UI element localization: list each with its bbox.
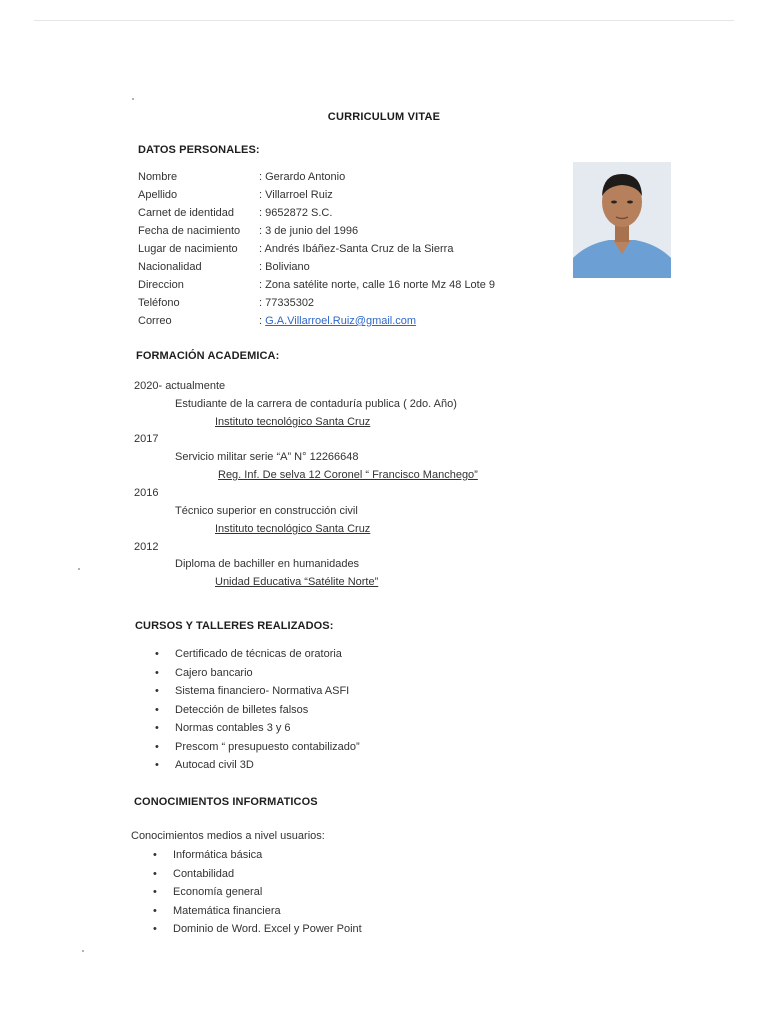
field-value: : Gerardo Antonio [259,171,346,183]
courses-heading: CURSOS Y TALLERES REALIZADOS: [135,620,334,632]
field-label: Fecha de nacimiento [138,225,241,237]
field-label: Teléfono [138,297,180,309]
education-institution: Reg. Inf. De selva 12 Coronel “ Francisco Manchego” [218,469,478,481]
field-label: Apellido [138,189,178,201]
education-year: 2012 [134,541,159,553]
bullet-icon: • [153,904,157,917]
value-prefix: : [259,315,266,327]
field-value: : 77335302 [259,297,315,309]
field-label: Correo [138,315,172,327]
field-label: Direccion [138,279,184,291]
bullet-icon: • [155,740,159,753]
computer-skills-intro: Conocimientos medios a nivel usuarios: [131,830,325,842]
education-year: 2017 [134,433,159,445]
field-label: Nombre [138,171,178,183]
education-description: Servicio militar serie “A” N° 12266648 [175,451,359,463]
field-label: Nacionalidad [138,261,202,273]
education-year: 2020- actualmente [134,380,226,392]
field-label: Lugar de nacimiento [138,243,238,255]
bullet-icon: • [155,648,159,660]
field-value [259,315,416,327]
field-label: Carnet de identidad [138,207,235,219]
profile-photo [573,162,671,278]
bullet-icon: • [155,759,159,771]
field-value: : 3 de junio del 1996 [259,225,359,237]
education-institution: Unidad Educativa “Satélite Norte” [215,576,379,588]
scan-speck [82,950,84,952]
bullet-icon: • [155,685,159,697]
education-institution: Instituto tecnológico Santa Cruz [215,523,371,535]
bullet-icon: • [153,867,157,880]
field-value: : Boliviano [259,261,310,273]
bullet-icon: • [153,923,157,935]
field-value: : Andrés Ibáñez-Santa Cruz de la Sierra [259,243,454,255]
personal-data-heading: DATOS PERSONALES: [138,144,260,156]
bullet-icon: • [153,849,157,861]
education-heading: FORMACIÓN ACADEMICA: [136,350,280,362]
education-description: Técnico superior en construcción civil [175,505,358,517]
field-value: : Villarroel Ruiz [259,189,333,201]
document-title: CURRICULUM VITAE [327,111,441,123]
bullet-icon: • [153,886,157,898]
scan-speck [132,98,134,100]
bullet-icon: • [155,666,159,679]
bullet-icon: • [155,703,159,716]
field-value: : 9652872 S.C. [259,207,333,219]
education-description: Estudiante de la carrera de contaduría publica ( 2do. Año) [175,398,457,410]
education-year: 2016 [134,487,159,499]
computer-skills-heading: CONOCIMIENTOS INFORMATICOS [134,796,318,808]
scan-speck [78,568,80,570]
field-value: : Zona satélite norte, calle 16 norte Mz 48 Lote 9 [259,279,496,291]
education-description: Diploma de bachiller en humanidades [175,558,360,570]
education-institution: Instituto tecnológico Santa Cruz [215,416,371,428]
bullet-icon: • [155,722,159,734]
email-link[interactable]: G.A.Villarroel.Ruiz@gmail.com [265,315,417,327]
